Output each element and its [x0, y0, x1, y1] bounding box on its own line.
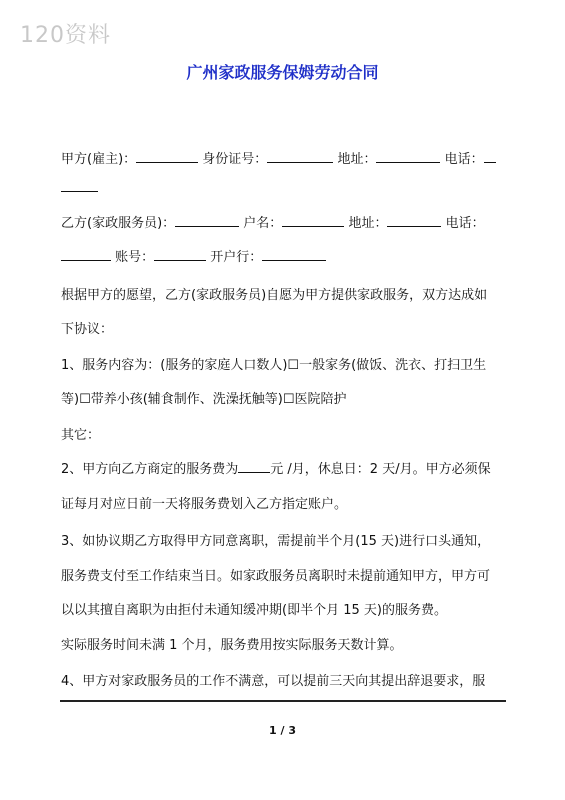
- party-b-name-blank: [175, 213, 239, 227]
- intro-line-1: 根据甲方的愿望，乙方(家政服务员)自愿为甲方提供家政服务，双方达成如: [61, 288, 488, 303]
- party-b-address-label: 地址：: [348, 216, 388, 231]
- party-a-address-blank: [376, 149, 440, 163]
- party-b-account-line: [61, 246, 326, 265]
- party-a-line: [61, 148, 496, 167]
- clause-3-line-2: 服务费支付至工作结束当日。如家政服务员离职时未提前通知甲方，甲方可: [61, 569, 491, 584]
- clause-1-line-2: 等)☐带养小孩(辅食制作、洗澡抚触等)☐医院陪护: [61, 392, 347, 407]
- party-b-account-label: 账号：: [115, 250, 155, 265]
- intro-line-2: 下协议：: [61, 322, 114, 337]
- service-fee-blank: [238, 459, 270, 473]
- party-b-label: 乙方(家政服务员)：: [61, 216, 176, 231]
- clause-3-line-1: 3、如协议期乙方取得甲方同意离职，需提前半个月(15 天)进行口头通知，: [61, 534, 491, 549]
- clause-2-text-b: 元 /月，休息日：2 天/月。甲方必须保: [270, 462, 491, 477]
- clause-2-text-a: 2、甲方向乙方商定的服务费为: [61, 462, 239, 477]
- clause-2-line-2: 证每月对应日前一天将服务费划入乙方指定账户。: [61, 497, 348, 512]
- party-b-line: [61, 212, 485, 231]
- other-label: 其它：: [61, 428, 101, 443]
- contract-title: 广州家政服务保姆劳动合同: [186, 63, 379, 82]
- party-a-name-blank: [136, 149, 198, 163]
- party-b-bank-label: 开户行：: [210, 250, 263, 265]
- watermark: 120资料: [20, 23, 111, 48]
- party-b-phone-label: 电话：: [445, 216, 485, 231]
- party-a-phone-blank: [484, 149, 496, 163]
- party-b-phone-blank: [61, 247, 111, 261]
- party-a-phone-continuation: [61, 178, 98, 196]
- clause-1-line-1: 1、服务内容为：(服务的家庭人口数人)☐一般家务(做饭、洗衣、打扫卫生: [61, 358, 487, 373]
- party-b-accountname-blank: [282, 213, 344, 227]
- clause-2-line-1: [61, 458, 491, 477]
- party-a-address-label: 地址：: [337, 152, 377, 167]
- party-a-phone-blank-continued: [61, 178, 98, 192]
- party-b-bank-blank: [262, 247, 326, 261]
- clause-4-line-1: 4、甲方对家政服务员的工作不满意，可以提前三天向其提出辞退要求，服: [61, 674, 486, 689]
- party-a-label: 甲方(雇主)：: [61, 152, 137, 167]
- page-footer-divider: [60, 700, 506, 702]
- actual-service-note: 实际服务时间未满 1 个月，服务费用按实际服务天数计算。: [61, 638, 403, 653]
- page-number: 1 / 3: [269, 724, 296, 737]
- party-a-phone-label: 电话：: [444, 152, 484, 167]
- party-b-account-blank: [154, 247, 206, 261]
- party-b-name-label: 户名：: [243, 216, 283, 231]
- party-a-id-blank: [267, 149, 333, 163]
- party-b-address-blank: [387, 213, 441, 227]
- party-a-id-label: 身份证号：: [202, 152, 268, 167]
- clause-3-line-3: 以以其擅自离职为由拒付未通知缓冲期(即半个月 15 天)的服务费。: [61, 603, 447, 618]
